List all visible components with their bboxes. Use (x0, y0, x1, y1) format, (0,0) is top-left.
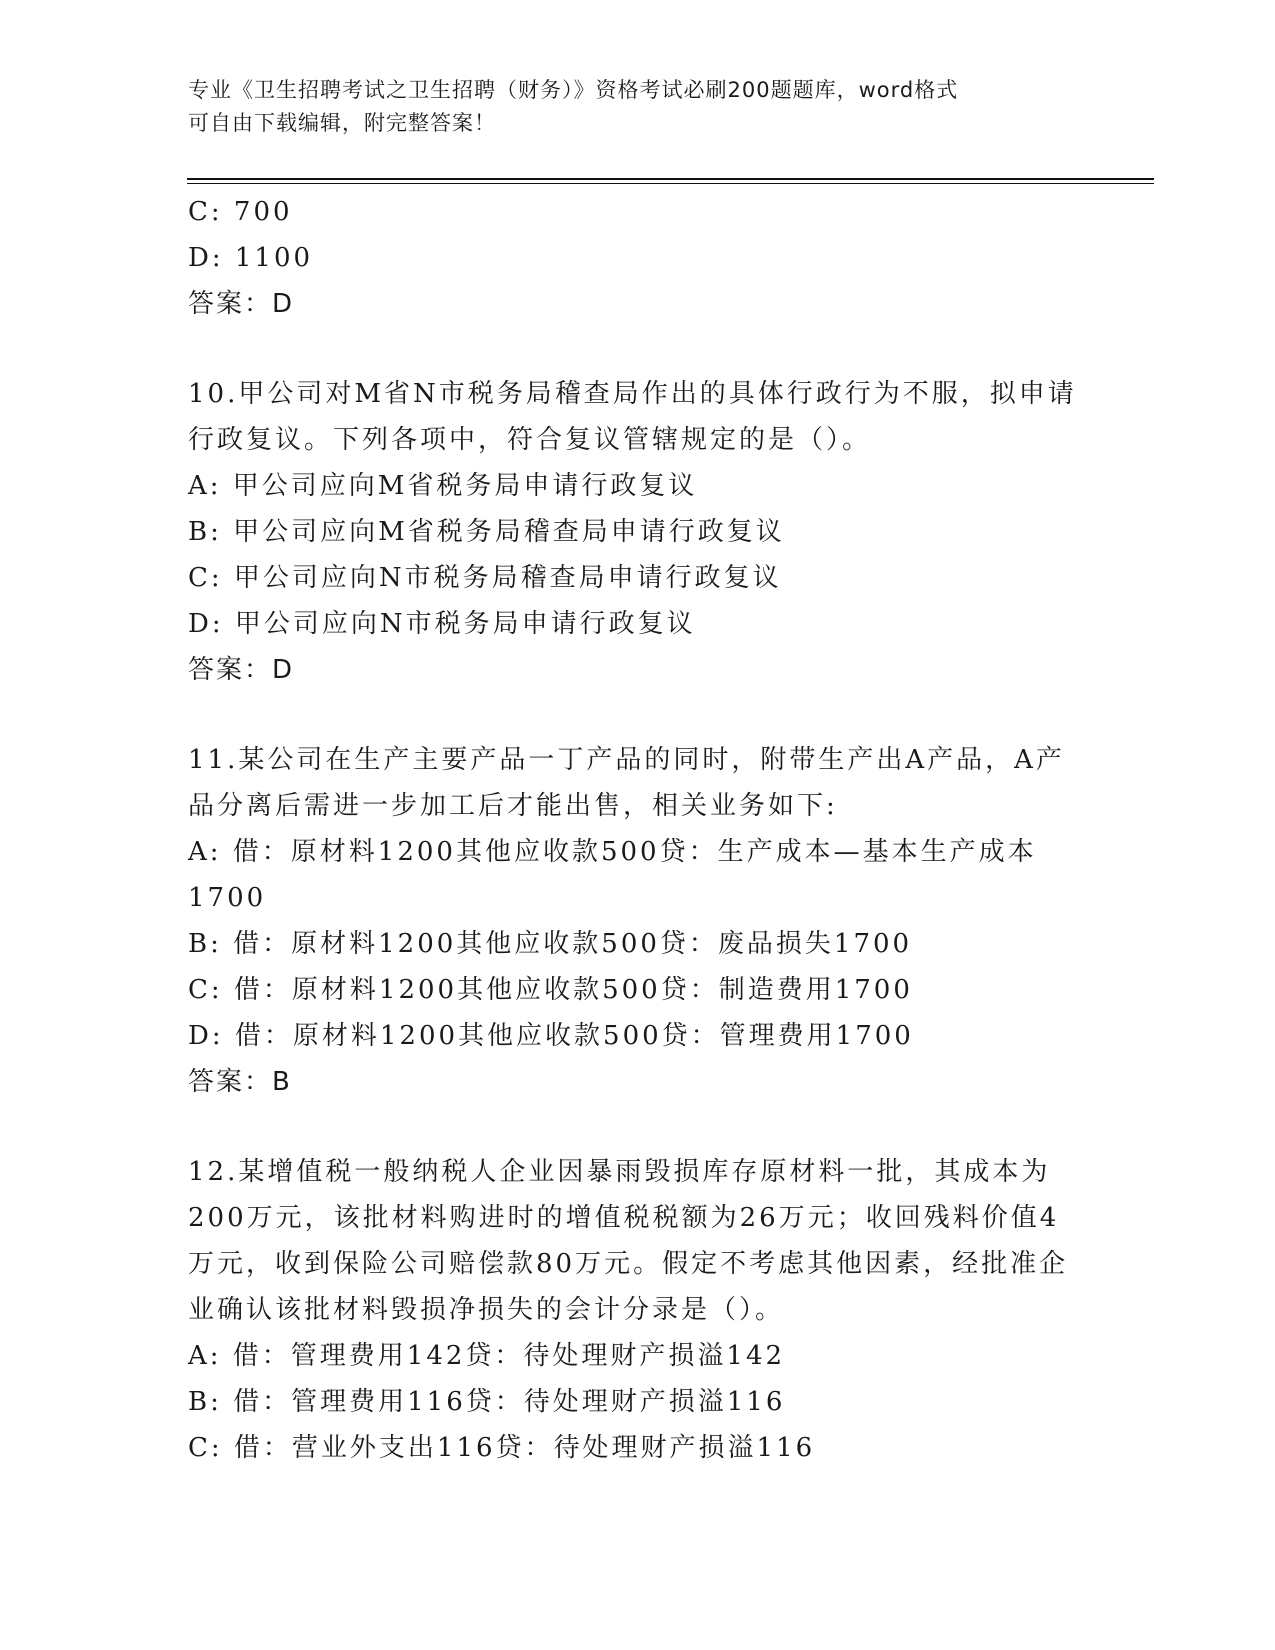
option-a-continuation: 1700 (188, 883, 267, 913)
question-11 (188, 737, 1088, 1105)
header-title-line-2: 可自由下载编辑，附完整答案！ (188, 111, 496, 135)
question-9-tail (188, 189, 1088, 327)
option-d: D: 1100 (188, 243, 314, 273)
option-d: D: 甲公司应向N市税务局申请行政复议 (188, 609, 696, 639)
question-stem: 行政复议。下列各项中，符合复议管辖规定的是（）。 (188, 425, 872, 455)
option-a: A: 借：管理费用142贷：待处理财产损溢142 (188, 1341, 786, 1371)
header-divider-thin (187, 183, 1154, 184)
question-list (188, 189, 1088, 1471)
option-d: D: 借：原材料1200其他应收款500贷：管理费用1700 (188, 1021, 914, 1051)
question-12 (188, 1149, 1088, 1471)
spacer (188, 693, 1088, 737)
option-c: C: 700 (188, 197, 293, 227)
answer: 答案：D (188, 655, 295, 685)
question-stem: 11.某公司在生产主要产品一丁产品的同时，附带生产出A产品，A产 (188, 745, 1065, 775)
option-a: A: 借：原材料1200其他应收款500贷：生产成本—基本生产成本 (188, 837, 1037, 867)
question-stem: 10.甲公司对M省N市税务局稽查局作出的具体行政行为不服，拟申请 (188, 379, 1077, 409)
header-title-line-1: 专业《卫生招聘考试之卫生招聘（财务）》资格考试必刷200题题库，word格式 (188, 78, 959, 102)
header-divider-thick (187, 178, 1154, 180)
question-stem: 品分离后需进一步加工后才能出售，相关业务如下: (188, 791, 838, 821)
option-b: B: 借：原材料1200其他应收款500贷：废品损失1700 (188, 929, 913, 959)
answer: 答案：B (188, 1067, 292, 1097)
page-header (188, 74, 1088, 140)
question-10 (188, 371, 1088, 693)
question-stem: 万元，收到保险公司赔偿款80万元。假定不考虑其他因素，经批准企 (188, 1249, 1069, 1279)
option-c: C: 借：原材料1200其他应收款500贷：制造费用1700 (188, 975, 913, 1005)
spacer (188, 1105, 1088, 1149)
option-b: B: 借：管理费用116贷：待处理财产损溢116 (188, 1387, 786, 1417)
answer: 答案：D (188, 289, 295, 319)
option-c: C: 借：营业外支出116贷：待处理财产损溢116 (188, 1433, 816, 1463)
question-stem: 业确认该批材料毁损净损失的会计分录是（）。 (188, 1295, 785, 1325)
option-c: C: 甲公司应向N市税务局稽查局申请行政复议 (188, 563, 782, 593)
question-stem: 12.某增值税一般纳税人企业因暴雨毁损库存原材料一批，其成本为 (188, 1157, 1051, 1187)
question-stem: 200万元，该批材料购进时的增值税税额为26万元；收回残料价值4 (188, 1203, 1060, 1233)
option-b: B: 甲公司应向M省税务局稽查局申请行政复议 (188, 517, 785, 547)
option-a: A: 甲公司应向M省税务局申请行政复议 (188, 471, 698, 501)
spacer (188, 327, 1088, 371)
